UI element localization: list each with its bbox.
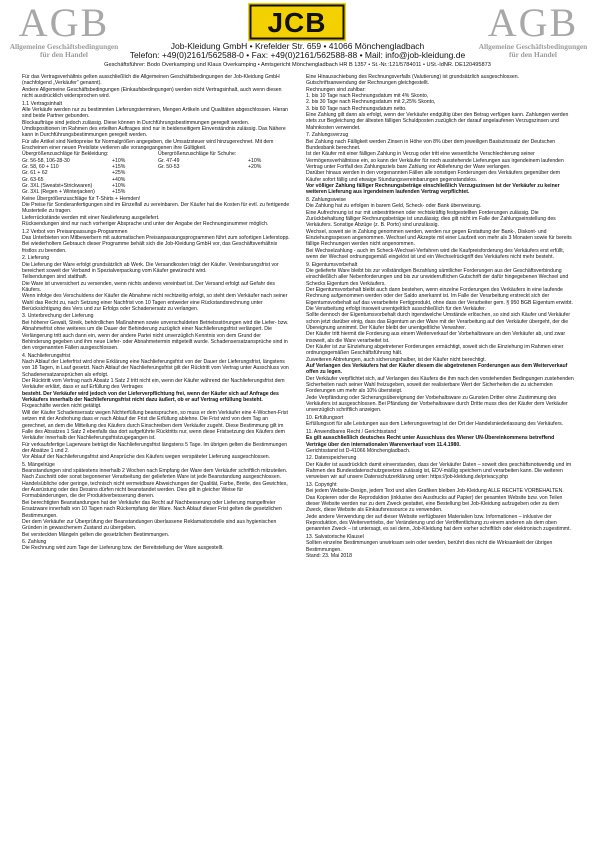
right-column xyxy=(306,74,574,559)
paragraph: Für verkaufsfertige Lagerware beträgt die Nachlieferungsfrist längstens 5 Tage. Im übrigen gelten die Bestimmungen der Absätze 1 und 2. xyxy=(22,441,288,454)
paragraph: Wechsel, soweit sie in Zahlung genommen werden, werden nur gegen Erstattung der Bank-, Diskont- und Einziehungsspesen angenommen. Wechsel und Akzepte mit einer Laufzeit von mehr als 3 Monaten sowie für bereits fällige Rechnungen werden nicht angenommen. xyxy=(306,228,572,248)
company-registry: Geschäftsführer: Bodo Overkamping und Klaus Overkamping • Amtsgericht Mönchengladbach HR B 1357 • St.-Nr.:121/5784011 • USt.-IdNR. DE120495873 xyxy=(104,62,491,68)
paragraph: Bei jedem Website-Design, jedem Text und allen Grafiken bleiben Job-Kleidung ALLE RECHTE VORBEHALTEN. Das Kopieren oder die Reproduktion (inklusive des Ausdrucks auf Papier) der gesamten Website bzw. von Teilen dieser Website werden nur zu dem Zweck gestattet, eine Bestellung bei Job-Kleidung aufzugeben oder zu dem Zweck, diese Website als Einkaufsressource zu verwenden. xyxy=(306,488,564,514)
surcharge-size: Gr. 50-53 xyxy=(158,164,180,170)
section-heading: 4. Nachlieferungsfrist xyxy=(22,352,71,359)
paragraph: Nach Zuschnitt oder sonst begonnener Verarbeitung der gelieferten Ware ist jede Beanstandung ausgeschlossen. xyxy=(22,474,282,481)
surcharge-percent: +15% xyxy=(112,164,126,170)
section-heading: 1.2 Verbot von Preisanpassungs-Programmen xyxy=(22,228,128,235)
paragraph: Die Lieferung der Ware erfolgt grundsätzlich ab Werk. Die Versandkosten trägt der Käufer. Vereinbarungsfrist vor bereichert soweit der Verband in Spezialverpackung vom Käufer gewünscht wird. xyxy=(22,261,279,274)
surcharge-header-clothing: Übergrößenzuschläge für Bekleidung: xyxy=(22,151,109,158)
section-heading: 1.1 Vertragsinhalt xyxy=(22,100,63,107)
paragraph: Handelsübliche oder geringe, technisch nicht vermeidbare Abweichungen der Qualität, Farbe, Breite, des Gewichtes, der Ausrüstung oder des Dessins dürfen nicht beanstandet werden. Dies gilt in gleicher Weise für Formabänderungen, die der Produktverbesserung dienen. xyxy=(22,480,288,500)
paragraph: Beanstandungen sind spätestens innerhalb 2 Wochen nach Empfang der Ware dem Verkäufer schriftlich mitzuteilen. xyxy=(22,468,288,475)
surcharge-size: Gr. 58, 60 + 110 xyxy=(22,164,59,170)
paragraph: Bei Wechselzahlung - auch im Scheck-Wechsel-Verfahren wird die Kaufpreisforderung des Verkäufers erst erfüllt, wenn der Wechsel ordnungsgemäß eingelöst ist und ein Wechselrückgriff des Verkäufers nicht mehr besteht. xyxy=(306,247,565,260)
section-heading: 13. Copyright xyxy=(306,481,337,488)
paragraph: Der Eigentumsvorbehalt bleibt auch dann bestehen, wenn einzelne Forderungen des Verkäufers in eine laufende Rechnung aufgenommen werden oder der Saldo anerkannt ist. Im Falle der Verarbeitung erstreckt sich der Eigentumsvorbehalt auf das verarbeitete Fertigprodukt, ohne dass der Verarbeiter gem. § 950 BGB Eigentum erwirbt. Die Verarbeitung erfolgt insoweit unentgeltlich ausschließlich für den Verkäufer. xyxy=(306,286,573,312)
section-heading: 2. Lieferung xyxy=(22,255,50,262)
paragraph: Für alle Artikel sind Nettopreise für Normalgrößen angegeben, die Umsatzsteuer wird hinzugerechnet. Mit dem Erscheinen einer neuen Preisliste verlieren alle vorangegangenen ihre Gültigkeit. xyxy=(22,138,274,151)
surcharge-size: Gr. 3XL (Regen + Winterjacken) xyxy=(22,189,95,196)
company-address: Job-Kleidung GmbH • Krefelder Str. 659 • 41066 Mönchengladbach xyxy=(170,41,425,51)
paragraph: Jede andere Verwendung der auf dieser Website verfügbaren Materialien bzw. Informationen – inklusive der Reproduktion, des Weitervertriebs, der Veränderung und der Veröffentlichung zu einem anderen als dem oben genannten Zweck – ist untersagt, es sei denn, Job-Kleidung hat dem vorher schriftlich oder elektronisch zugestimmt. xyxy=(306,513,571,533)
paragraph: Fixgeschäfte werden nicht getätigt. xyxy=(22,403,102,410)
paragraph: Rücksendungen sind nur nach vorheriger Absprache und unter der Angabe der Rechnungsnummer möglich. xyxy=(22,221,269,228)
paragraph: Die Preise für Sonderanfertigungen sind im Einzelfall zu vereinbaren. Der Käufer hat die Kosten für evtl. zu fertigende Musterteile zu tragen. xyxy=(22,202,290,215)
left-column xyxy=(22,74,290,552)
paragraph: Bei Zahlung nach Fälligkeit werden Zinsen in Höhe von 8% über dem jeweiligen Basiszinssatz der Deutschen Bundesbank berechnet. xyxy=(306,138,556,151)
paragraph: Auf Verlangen des Verkäufers hat der Käufer diesem die abgetretenen Forderungen aus dem Weiterverkauf offen zu legen. xyxy=(306,363,568,376)
paragraph: Zuweiteren Abtretungen, auch sicherungshalber, ist der Käufer nicht berechtigt. xyxy=(306,356,487,363)
agb-subtitle: Allgemeine Geschäftsbedingungen xyxy=(9,42,119,51)
paragraph: Sollten einzelne Bestimmungen unwirksam sein oder werden, berührt dies nicht die Wirksamkeit der übrigen Bestimmungen. xyxy=(306,540,553,553)
surcharge-size: Gr. 63-65 xyxy=(22,176,44,183)
paragraph: Für das Vertragsverhältnis gelten ausschließlich die Allgemeinen Geschäftsbedingungen der Job-Kleidung GmbH (nachfolgend „Verkäufer“ genannt). xyxy=(22,74,280,87)
surcharge-percent: +10% xyxy=(112,183,126,190)
section-heading: 11. Anwendbares Recht / Gerichtsstand xyxy=(306,428,397,435)
paragraph: Nach Ablauf der Lieferfrist wird ohne Erklärung eine Nachlieferungsfrist von der Dauer der Lieferungsfrist, längstens von 18 Tagen, in Lauf gesetzt. Nach Ablauf der Nachlieferungsfrist gilt der Rücktritt vom Vertrag unter Ausschluss von Schadenersatzansprüchen als erfolgt. xyxy=(22,359,289,378)
surcharge-percent: +25% xyxy=(112,170,126,177)
company-contact: Telefon: +49(0)2161/562588-0 • Fax: +49(0)2161/562588-88 • Mail: info@job-kleidung.de xyxy=(129,50,466,60)
paragraph: Gerichtsstand ist D-41066 Mönchengladbach. xyxy=(306,447,411,454)
surcharge-size: Gr. 47-49 xyxy=(158,157,180,164)
surcharge-row xyxy=(158,164,288,170)
section-heading: 8. Zahlungsweise xyxy=(306,196,347,203)
paragraph: Der Rücktritt vom Vertrag nach Absatz 1 Satz 2 tritt nicht ein, wenn der Käufer während der Nachlieferungsfrist dem Verkäufer erklärt, dass er auf Erfüllung des Vertrages xyxy=(22,378,285,391)
paragraph: Will der Käufer Schadensersatz wegen Nichterfüllung beanspruchen, so muss er dem Verkäufer eine 4-Wochen-Frist setzen mit der Androhung dass er nach Ablauf der Frist die Erfüllung ablehne. Die Frist wird von dem Tag an gerechnet, an dem die Mitteilung des Käufers durch Einschreiben dem Verkäufer zugeht. Diese Bestimmung gilt im Falle des Absatzes 1 Satz 2 ebenfalls das dort aufgeführte Rücktritts nur, wenn diese Fristsetzung des Käufers dem Verkäufer innerhalb der Nachlieferungsfristzugegangen ist. xyxy=(22,409,288,442)
paragraph: Eine Aufrechnung ist nur mit unbestrittenen oder rechtskräftig festgestellten Forderungen zulässig. Die Zurückbehaltung fälliger Rechnungsbeträge ist unzulässig; dies gilt nicht im Falle der Zahlungseinstellung des Verkäufers. Sonstige Abzüge (z. B. Porto) sind unzulässig. xyxy=(306,209,556,229)
paragraph: Jede Verpfändung oder Sicherungsübereignung der Vorbehaltsware zu Gunsten Dritter ohne Zustimmung des Verkäufers ist ausgeschlossen. Bei Pfändung der Vorbehaltsware durch Dritte muss dies der Käufer dem Verkäufer unverzüglich schriftlich anzeigen. xyxy=(306,394,568,414)
section-heading: 6. Zahlung xyxy=(22,539,47,546)
paragraph: Die Zahlung hat zu erfolgen in barem Geld, Scheck- oder Bank überweisung. xyxy=(306,203,482,210)
surcharge-percent: +10% xyxy=(248,157,262,164)
paragraph: Der dem Verkäufer zur Überprüfung der Beanstandungen überlassene Reklamationsteile sind aus hygienischen Gründen in gewaschenem Zustand zu übergeben. xyxy=(22,518,277,532)
section-heading: 10. Erfüllungsort xyxy=(306,414,344,421)
paragraph: Vor völliger Zahlung fälliger Rechnungsbeträge einschließlich Verzugszinsen ist der Verkäufer zu keiner weiteren Lieferung aus irgendeinem laufenden Vertrag verpflichtet. xyxy=(306,183,560,196)
section-heading: 5. Mängelrüge xyxy=(22,461,55,468)
paragraph: Sollte dennoch der Eigentumsvorbehalt durch irgendwelche Umstände erlöschen, so sind sich Käufer und Verkäufer schon jetzt darüber einig, dass das Eigentum an der Ware mit der Verarbeitung auf den Verkäufer übergeht, der die Übereignung annimmt. Der Käufer bleibt der unentgeltliche Verwahrer. xyxy=(306,312,571,331)
surcharge-header-shoes: Übergrößenzuschläge für Schuhe: xyxy=(158,151,237,158)
paragraph: Teilsendungen sind statthaft. xyxy=(22,274,88,281)
paragraph: Ist der Käufer mit einer fälligen Zahlung in Verzug oder tritt eine wesentliche Verschlechterung seiner Vermögensverhältnisse ein, so kann der Verkäufer für noch ausstehende Lieferungen aus irgendeinem laufenden Vertrag unter Fortfall des Zahlungsziels bare Zahlung vor Ablieferung der Ware verlangen. xyxy=(306,151,564,170)
agb-title: AGB xyxy=(487,0,579,45)
paragraph: Stand: 23. Mai 2018 xyxy=(306,552,353,559)
surcharge-row xyxy=(22,189,158,195)
paragraph: Rechnungen sind zahlbar: xyxy=(306,86,366,93)
paragraph: Blockaufträge sind jedoch zulässig. Diese können in Durchführungsbestimmungen geregelt werden. xyxy=(22,119,250,126)
surcharge-table xyxy=(22,151,290,195)
paragraph: Wenn infolge des Verschuldens der Käufer die Abnahme nicht rechtzeitig erfolgt, so steht dem Verkäufer nach seiner Wahl das Recht zu, nach Setzung einer Nachfrist von 10 Tagen entweder eine Rückstandsrechnung unter Berücksichtigung des Vers und zur Erfolgs oder Schadenersatz zu verlangen. xyxy=(22,293,288,312)
paragraph: Das Unterbieten von Mitbewerbern mit automatischen Preisanpassungsprogrammen führt zum sofortigen Lieferstopp. Bei wiederholtem Gebrauch dieser Programme behält sich die Job-Kleidung GmbH vor, das Geschäftsverhältnis fristlos zu beenden. xyxy=(22,234,290,254)
paragraph: Bei berechtigten Beanstandungen hat der Verkäufer das Recht auf Nachbesserung oder Lieferung mangelfreier Ersatzware innerhalb von 10 Tagen nach Rückempfang der Ware. Nach Ablauf dieser Frist gelten die gesetzlichen Bestimmungen. xyxy=(22,499,282,519)
section-heading: 13. Salvatorische Klausel xyxy=(306,533,364,540)
company-logo xyxy=(248,3,346,41)
section-heading: 7. Zahlungsverzug xyxy=(306,132,349,139)
paragraph: Umdispositionen im Rahmen des erteilten Auftrages sind nur in beiderseitigem Einverständnis zulässig. Das Nähere kann in Durchführungsbestimmungen geregelt werden. xyxy=(22,125,286,139)
surcharge-size: Gr. 61 + 62 xyxy=(22,170,48,177)
paragraph: Bei versteckten Mängeln gelten die gesetzlichen Bestimmungen. xyxy=(22,531,170,538)
paragraph: Der Verkäufer verpflichtet sich, auf Verlangen des Käufers die ihm nach den vorstehenden Bedingungen zustehenden Sicherheiten nach seiner Wahl freizugeben, soweit der realisierbare Wert der Sicherheiten die zu sichernden Forderungen um mehr als 10% übersteigt. xyxy=(306,375,574,395)
paragraph: Die gelieferte Ware bleibt bis zur vollständigen Bezahlung sämtlicher Forderungen aus der Geschäftsverbindung einschließlich aller Nebenforderungen und bis zur unwiderruflichen Gutschrift der dafür hingegebenen Wechsel und Schecks Eigentum des Verkäufers. xyxy=(306,267,569,287)
paragraph: 1. bis 10 Tage nach Rechnungsdatum mit 4% Skonto, xyxy=(306,93,429,100)
surcharge-percent: +15% xyxy=(112,189,126,196)
paragraph: Bei höherer Gewalt, Streik, behördlichen Maßnahmen sowie unverschuldeten Betriebsstörungen wird die Liefer- bzw. Abnahmefrist ohne weiteres um die Dauer der Behinderung zuzüglich einer Nachlieferungsfrist verlängert. Die Verlängerung tritt auch dann ein, wenn der andere Partei nicht unverzüglich Kenntnis von dem Grund der Behinderung gegeben und ihm neue Liefer- oder Abnahmetermin mitgeteilt wurde. Schadensersatzansprüche sind in den vorgenannten Fällen ausgeschlossen. xyxy=(22,319,289,352)
paragraph: Eine Hinausschiebung des Rechnungsverfalls (Valutierung) ist grundsätzlich ausgeschlossen. xyxy=(306,74,520,80)
paragraph: Es gilt ausschließlich deutsches Recht unter Ausschluss des Wiener UN-Übereinkommens betreffend Verträge über den internationalen Warenverkauf vom 11.4.1980. xyxy=(306,435,555,448)
section-heading: 9. Eigentumsvorbehalt xyxy=(306,261,358,268)
agb-subtitle-2: für den Handel xyxy=(40,50,88,60)
agb-subtitle: Allgemeine Geschäftsbedingungen xyxy=(478,42,588,51)
surcharge-percent: +10% xyxy=(112,157,126,164)
paragraph: Der Käufer ist ausdrücklich damit einverstanden, dass der Verkäufer Daten – soweit dies geschäftsnotwendig und im Rahmen des Bundesdatenschutzgesetzes zulässig ist, EDV-mäßig speichern und verarbeiten kann. Die weiteren verweisen wir auf unsere Datenschutzerklärung unter: https://job-kleidung.de/privacy.php xyxy=(306,461,572,481)
section-heading: 12. Datenspeicherung xyxy=(306,455,357,462)
paragraph: Der Käufer tritt hiermit die Forderung aus einem Weiterverkauf der Vorbehaltsware an den Verkäufer ab, und zwar insoweit, als die Ware verarbeitet ist. xyxy=(306,331,566,344)
svg-text:JCB: JCB xyxy=(267,7,327,38)
surcharge-percent: +20% xyxy=(248,164,262,170)
surcharge-size: Gr. 56-58, 106-28-30 xyxy=(22,157,70,164)
paragraph: Vor Ablauf der Nachlieferungsfrist sind Ansprüche des Käufers wegen verspäteter Lieferung ausgeschlossen. xyxy=(22,454,271,461)
paragraph: Lieferrückstände werden mit einer Neulieferung ausgeliefert. xyxy=(22,214,160,221)
paragraph: Alle Verkäufe werden nur zu bestimmten Lieferungsterminen, Mengen Artikeln und Qualitäten abgeschlossen. Hieran sind beide Partner gebunden. xyxy=(22,106,289,120)
paragraph: Die Rechnung wird zum Tage der Lieferung bzw. der Bereitstellung der Ware ausgestellt. xyxy=(22,545,224,552)
paragraph: Erfüllungsort für alle Leistungen aus dem Lieferungsvertrag ist der Ort der Handelsniederlassung des Verkäufers. xyxy=(306,421,564,428)
paragraph: Gutschriftsanwendung der Rechnungen gleichgestellt. xyxy=(306,80,430,87)
surcharge-note: Keine Übergrößenzuschläge für T-Shirts + Hemden! xyxy=(22,195,141,202)
paragraph: besteht. Der Verkäufer wird jedoch von der Lieferverpflichtung frei, wenn der Käufer sich auf Anfrage des Verkäufers innerhalb der Nachlieferungsfrist nicht dazu äußert, ob er auf Vertrag erfüllung besteht. xyxy=(22,390,279,404)
paragraph: Darüber hinaus werden in den vorgenannten Fällen alle sonstigen Forderungen des Verkäufers gegenüber dem Käufer sofort fällig und etwaige Stundungsvereinbarungen gegenstandslos. xyxy=(306,170,561,183)
paragraph: 3. bis 60 Tage nach Rechnungsdatum netto. xyxy=(306,105,407,112)
paragraph: Eine Zahlung gilt dann als erfolgt, wenn der Verkäufer endgültig über den Betrag verfügen kann. Zahlungen werden stets zur Begleichung der ältesten fälligen Schuldposten zuzüglich der darauf angelaufenen Verzugszinsen und Mahnkosten verwendet. xyxy=(306,112,569,131)
paragraph: Die Ware ist unversichert zu versenden, wenn nichts anderes vereinbart ist. Der Versand erfolgt auf Gefahr des Käufers. xyxy=(22,280,275,293)
agb-subtitle-2: für den Handel xyxy=(509,50,557,60)
agb-title: AGB xyxy=(18,0,110,45)
paragraph: Der Käufer ist zur Einziehung abgetretener Forderungen ermächtigt, soweit sich die Einziehung im Rahmen einer ordnungsgemäßen Geschäftsführung hält. xyxy=(306,344,564,357)
paragraph: Andere Allgemeine Geschäftsbedingungen (Einkaufsbedingungen) werden nicht Vertragsinhalt, auch wenn diesen nicht ausdrücklich widersprochen wird. xyxy=(22,86,282,100)
section-heading: 3. Unterbrechung der Lieferung xyxy=(22,313,94,320)
surcharge-size: Gr. 3XL (Sweatst+Strickwaren) xyxy=(22,183,93,190)
surcharge-percent: +40% xyxy=(112,176,126,183)
paragraph: 2. bis 30 Tage nach Rechnungsdatum mit 2,25% Skonto, xyxy=(306,99,436,106)
